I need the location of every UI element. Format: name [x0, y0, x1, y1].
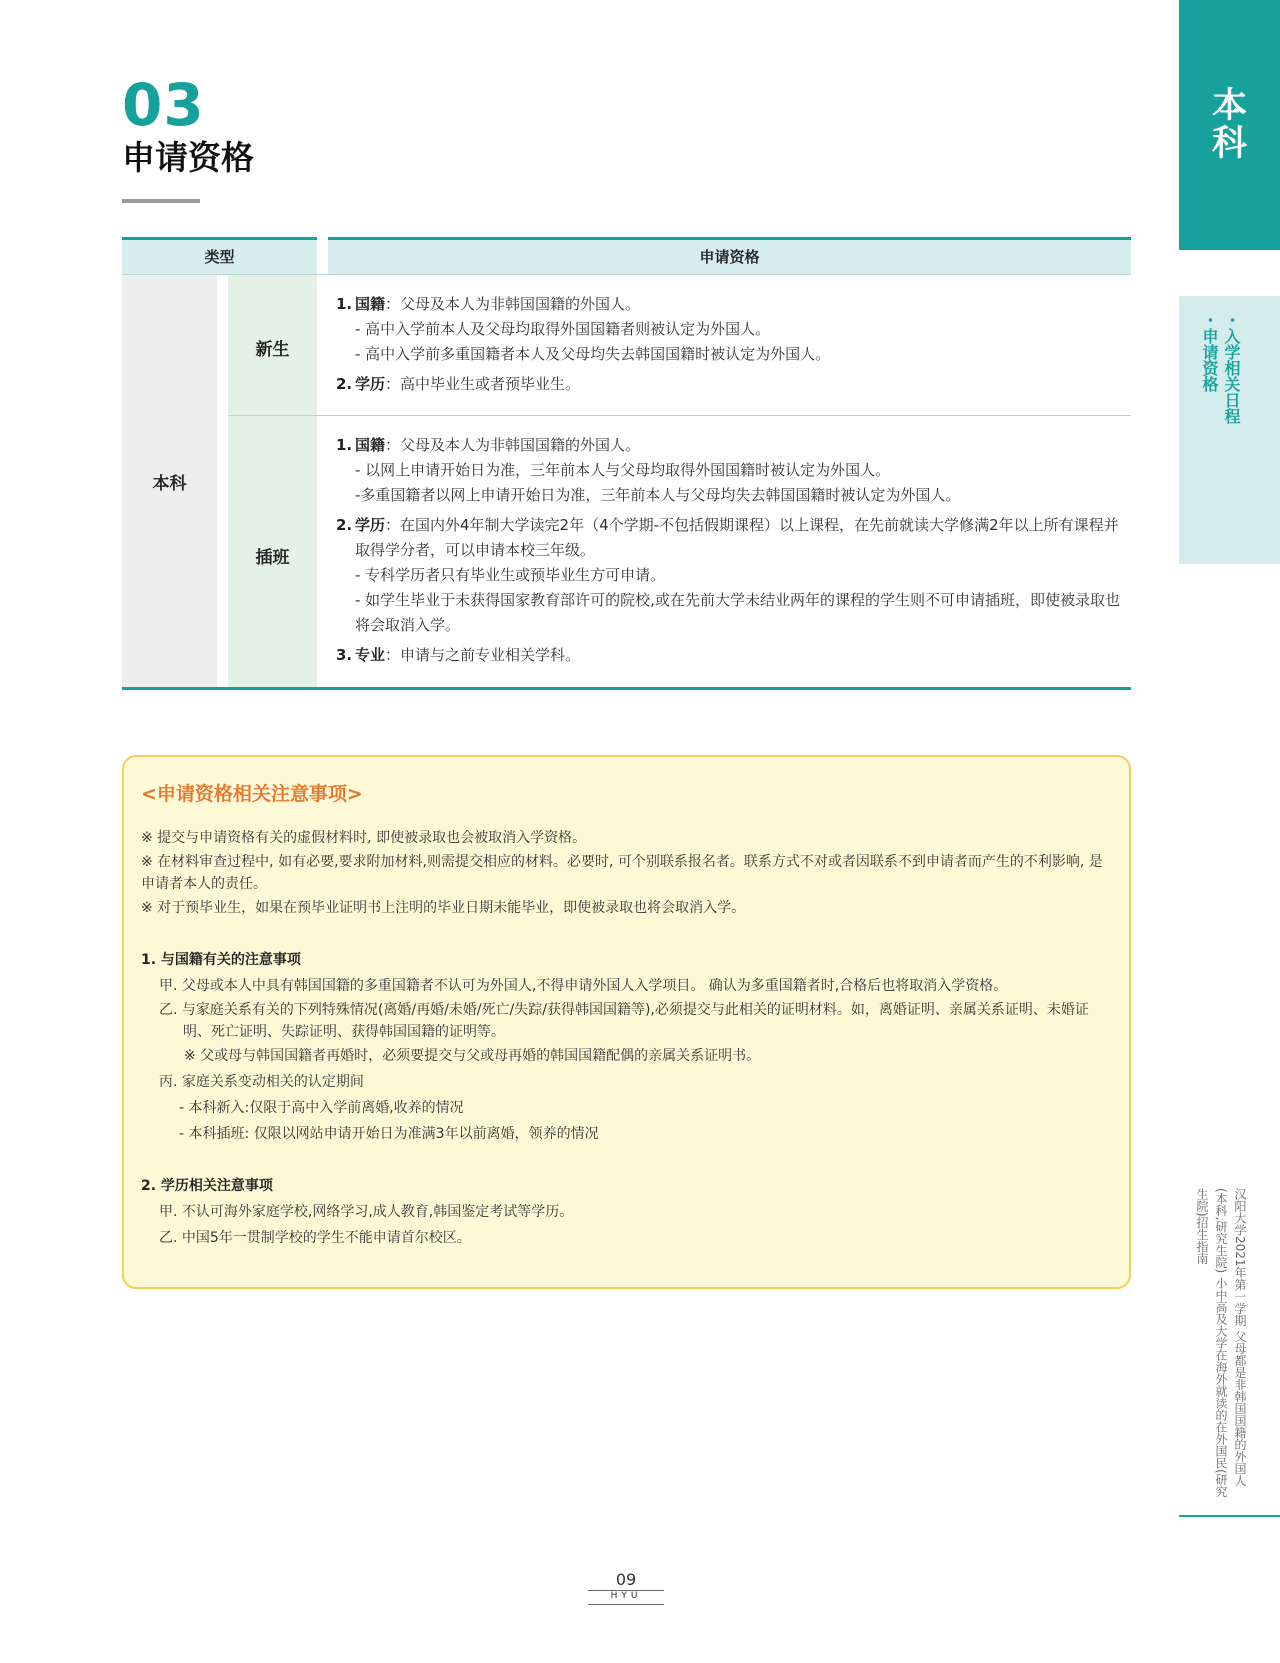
row-divider — [228, 415, 1131, 416]
qual-subitem: -多重国籍者以网上申请开始日为准，三年前本人与父母均失去韩国国籍时被认定为外国人。 — [355, 486, 961, 504]
notice-general-item: ※ 在材料审查过程中, 如有必要,要求附加材料,则需提交相应的材料。必要时, 可个别联系报名者。联系方式不对或者因联系不到申请者而产生的不利影响, 是申请者本人的责任。 — [141, 854, 1103, 892]
notice-section-heading: 2. 学历相关注意事项 — [141, 1178, 273, 1194]
notice-box — [122, 755, 1131, 1289]
qual-item: 1. 国籍：父母及本人为非韩国国籍的外国人。 — [336, 436, 641, 454]
page-number: 09 — [615, 1570, 637, 1589]
notice-body — [141, 825, 1116, 1251]
notice-item: 甲. 父母或本人中具有韩国国籍的多重国籍者不认可为外国人,不得申请外国人入学项目。 确认为多重国籍者时,合格后也将取消入学资格。 — [159, 978, 1008, 994]
category-cell — [122, 275, 217, 687]
subtype-cell-transfer — [228, 416, 317, 687]
notice-item: 乙. 与家庭关系有关的下列特殊情况(离婚/再婚/未婚/死亡/失踪/获得韩国国籍等),必须提交与此相关的证明材料。如，离婚证明、亲属关系证明、未婚证明、死亡证明、失踪证明、获得韩国国籍的证明等。 — [159, 1002, 1089, 1040]
title-underline — [122, 199, 200, 203]
qual-item: 1. 国籍：父母及本人为非韩国国籍的外国人。 — [336, 295, 641, 313]
side-rule — [1179, 1515, 1280, 1517]
header-type: 类型 — [122, 240, 317, 274]
tab-undergraduate-label: 本 科 — [1211, 86, 1247, 164]
notice-item: 甲. 不认可海外家庭学校,网络学习,成人教育,韩国鉴定考试等学历。 — [159, 1204, 574, 1220]
tab-sub-schedule[interactable]: ・入学相关日程 — [1222, 312, 1241, 424]
tab-undergraduate[interactable] — [1179, 0, 1280, 250]
qual-item: 2. 学历：高中毕业生或者预毕业生。 — [336, 375, 581, 393]
side-caption: 汉阳大学2021年第一学期 父母都是非韩国国籍的外国人(本科,研究生院) 小中高及大学在海外就读的在外国民(研究生院)招生指南 — [1195, 1188, 1247, 1498]
transfer-qualifications — [336, 433, 1126, 668]
notice-item: 乙. 中国5年一贯制学校的学生不能申请首尔校区。 — [159, 1230, 471, 1246]
subtype-cell-freshman — [228, 275, 317, 415]
freshman-qualifications — [336, 292, 830, 397]
subtype-label: 插班 — [255, 548, 290, 568]
notice-note: ※ 父或母与韩国国籍者再婚时，必须要提交与父或母再婚的韩国国籍配偶的亲属关系证明书。 — [184, 1048, 761, 1064]
qual-item: 2. 学历：在国内外4年制大学读完2年（4个学期-不包括假期课程）以上课程，在先前就读大学修满2年以上所有课程并取得学分者，可以申请本校三年级。 — [336, 516, 1119, 559]
page-rule — [588, 1604, 664, 1605]
qual-subitem: - 以网上申请开始日为准，三年前本人与父母均取得外国国籍时被认定为外国人。 — [355, 461, 891, 479]
notice-title: <申请资格相关注意事项> — [141, 783, 363, 805]
page-brand: HYU — [610, 1591, 642, 1601]
section-number: 03 — [122, 71, 205, 139]
subtype-label: 新生 — [255, 340, 290, 360]
table-bottom-rule — [122, 687, 1131, 690]
tab-sub-qualification[interactable]: ・申请资格 — [1200, 312, 1219, 392]
qual-subitem: - 专科学历者只有毕业生或预毕业生方可申请。 — [355, 566, 666, 584]
category-label: 本科 — [152, 474, 187, 494]
notice-general-item: ※ 提交与申请资格有关的虚假材料时, 即使被录取也会被取消入学资格。 — [141, 830, 587, 846]
qual-subitem: - 高中入学前多重国籍者本人及父母均失去韩国国籍时被认定为外国人。 — [355, 345, 831, 363]
header-qualification: 申请资格 — [328, 240, 1131, 274]
section-title: 申请资格 — [122, 138, 254, 177]
notice-subitem: - 本科插班: 仅限以网站申请开始日为准满3年以前离婚，领养的情况 — [179, 1126, 599, 1142]
tab-subsections[interactable] — [1179, 296, 1280, 564]
notice-section-heading: 1. 与国籍有关的注意事项 — [141, 952, 301, 968]
qual-subitem: - 如学生毕业于未获得国家教育部许可的院校,或在先前大学未结业两年的课程的学生则不可申请插班，即使被录取也将会取消入学。 — [355, 591, 1120, 634]
notice-subitem: - 本科新入:仅限于高中入学前离婚,收养的情况 — [179, 1100, 464, 1116]
notice-general-item: ※ 对于预毕业生，如果在预毕业证明书上注明的毕业日期未能毕业，即使被录取也将会取消入学。 — [141, 900, 746, 916]
qual-subitem: - 高中入学前本人及父母均取得外国国籍者则被认定为外国人。 — [355, 320, 771, 338]
notice-item: 丙. 家庭关系变动相关的认定期间 — [159, 1074, 364, 1090]
qual-item: 3. 专业：申请与之前专业相关学科。 — [336, 646, 581, 664]
